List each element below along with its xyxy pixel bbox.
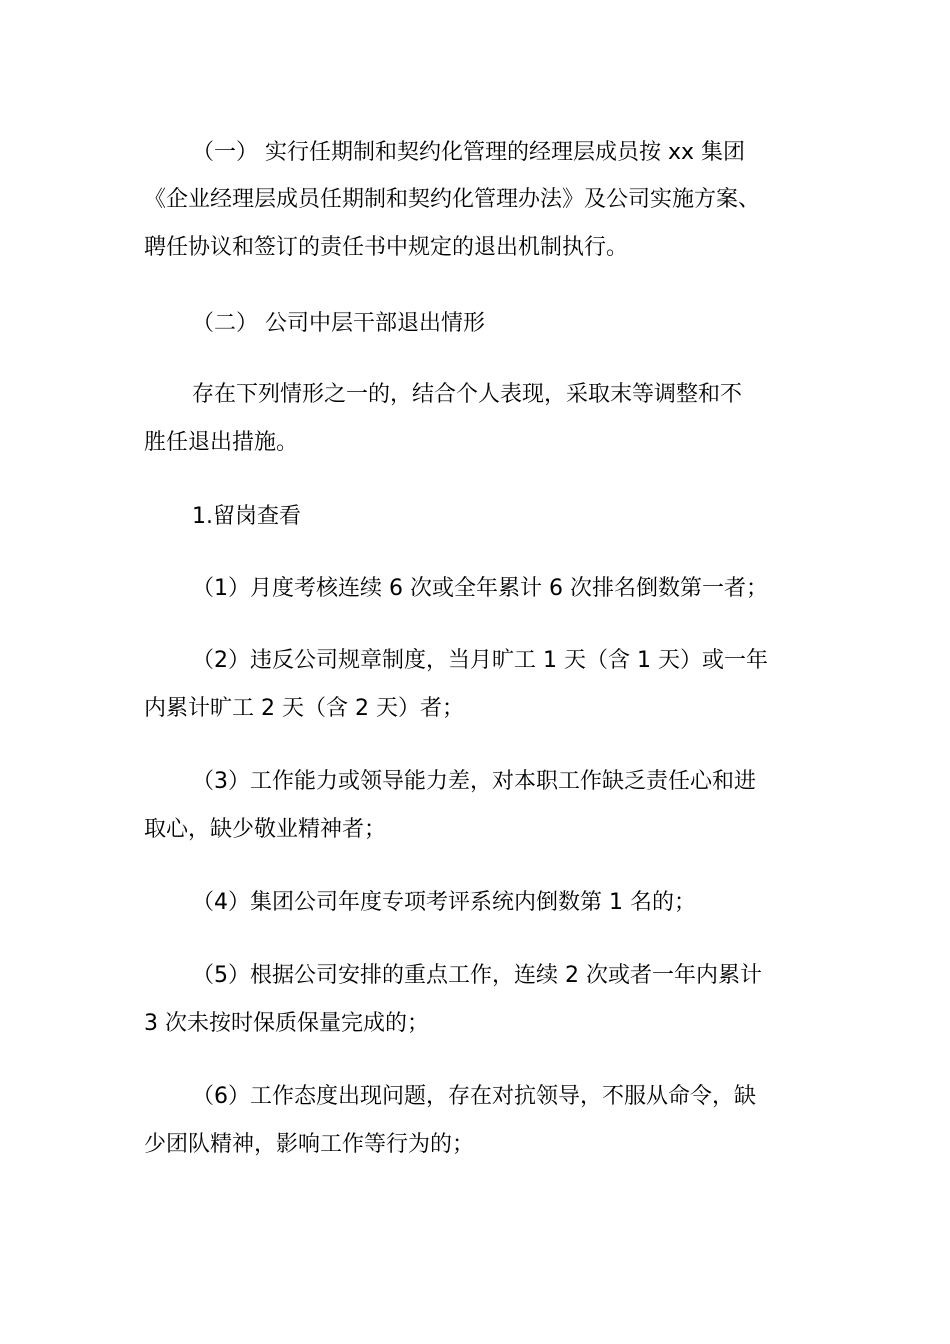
item-5-line-1: （5）根据公司安排的重点工作，连续 2 次或者一年内累计	[192, 963, 762, 988]
item-3-line-2: 取心，缺少敬业精神者；	[144, 817, 387, 842]
item-5-line-2: 3 次未按时保质保量完成的；	[144, 1011, 429, 1036]
paragraph-2-line-1: 存在下列情形之一的，结合个人表现，采取末等调整和不	[192, 382, 743, 407]
item-6-line-2: 少团队精神，影响工作等行为的；	[144, 1132, 475, 1157]
item-4: （4）集团公司年度专项考评系统内倒数第 1 名的；	[192, 890, 696, 915]
subheading-1: 1.留岗查看	[192, 504, 301, 529]
item-1: （1）月度考核连续 6 次或全年累计 6 次排名倒数第一者；	[192, 576, 768, 601]
item-2-line-2: 内累计旷工 2 天（含 2 天）者；	[144, 696, 464, 721]
paragraph-1-line-2: 《企业经理层成员任期制和契约化管理办法》及公司实施方案、	[144, 187, 761, 212]
item-3-line-1: （3）工作能力或领导能力差，对本职工作缺乏责任心和进	[192, 769, 756, 794]
paragraph-1-line-3: 聘任协议和签订的责任书中规定的退出机制执行。	[144, 235, 629, 260]
paragraph-1-line-1: （一） 实行任期制和契约化管理的经理层成员按 xx 集团	[192, 140, 746, 165]
item-6-line-1: （6）工作态度出现问题，存在对抗领导，不服从命令，缺	[192, 1084, 756, 1109]
section-heading-2: （二） 公司中层干部退出情形	[192, 311, 485, 336]
item-2-line-1: （2）违反公司规章制度，当月旷工 1 天（含 1 天）或一年	[192, 648, 768, 673]
paragraph-2-line-2: 胜任退出措施。	[144, 430, 299, 455]
